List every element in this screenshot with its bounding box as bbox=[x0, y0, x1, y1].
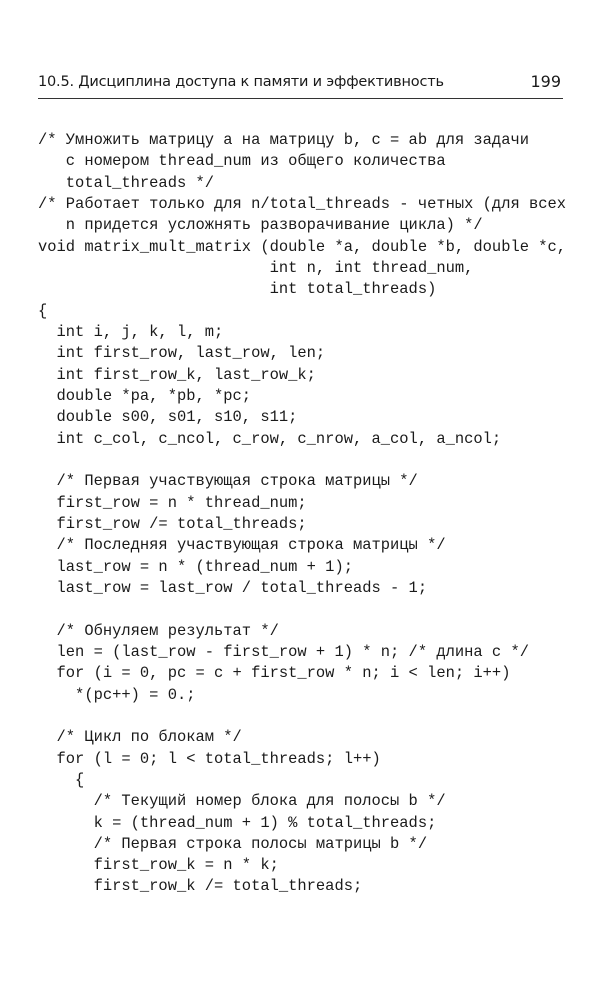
code-line: int i, j, k, l, m; bbox=[38, 322, 224, 341]
code-line: for (i = 0, pc = c + first_row * n; i < len; i++) bbox=[38, 664, 511, 683]
page-number: 199 bbox=[530, 72, 561, 91]
code-line: first_row_k = n * k; bbox=[38, 856, 279, 875]
code-line: void matrix_mult_matrix (double *a, double *b, double *c, bbox=[38, 237, 567, 256]
code-line: /* Умножить матрицу a на матрицу b, c = ab для задачи bbox=[38, 131, 529, 149]
code-line: int n, int thread_num, bbox=[38, 258, 474, 277]
code-line: first_row /= total_threads; bbox=[38, 514, 307, 533]
running-header bbox=[38, 72, 563, 99]
code-line: с номером thread_num из общего количества bbox=[38, 152, 446, 171]
code-line: double s00, s01, s10, s11; bbox=[38, 408, 298, 427]
code-line bbox=[38, 706, 566, 727]
code-line: double *pa, *pb, *pc; bbox=[38, 386, 252, 405]
code-line: /* Первая участвующая строка матрицы */ bbox=[38, 472, 418, 491]
code-line: int first_row_k, last_row_k; bbox=[38, 365, 316, 384]
code-line: { bbox=[38, 301, 48, 320]
code-line bbox=[38, 599, 566, 620]
code-line: first_row = n * thread_num; bbox=[38, 493, 307, 512]
code-line: /* Последняя участвующая строка матрицы */ bbox=[38, 536, 446, 555]
code-line: /* Обнуляем результат */ bbox=[38, 621, 279, 640]
code-line: total_threads */ bbox=[38, 173, 215, 192]
code-line: *(pc++) = 0.; bbox=[38, 685, 196, 704]
code-line: for (l = 0; l < total_threads; l++) bbox=[38, 749, 381, 768]
code-line: last_row = n * (thread_num + 1); bbox=[38, 557, 353, 576]
code-line: { bbox=[38, 770, 85, 789]
code-line: int first_row, last_row, len; bbox=[38, 344, 326, 363]
code-line: len = (last_row - first_row + 1) * n; /* длина c */ bbox=[38, 642, 529, 661]
code-listing bbox=[38, 130, 566, 898]
code-line: int total_threads) bbox=[38, 280, 437, 299]
code-line: k = (thread_num + 1) % total_threads; bbox=[38, 813, 437, 832]
code-line: n придется усложнять разворачивание цикла) */ bbox=[38, 216, 483, 235]
code-line: /* Цикл по блокам */ bbox=[38, 728, 242, 747]
code-line: last_row = last_row / total_threads - 1; bbox=[38, 578, 428, 597]
code-line: /* Работает только для n/total_threads - четных (для всех bbox=[38, 194, 567, 213]
section-title: 10.5. Дисциплина доступа к памяти и эффективность bbox=[38, 74, 444, 90]
code-line bbox=[38, 450, 566, 471]
code-line: first_row_k /= total_threads; bbox=[38, 877, 363, 896]
code-line: /* Текущий номер блока для полосы b */ bbox=[38, 792, 446, 811]
code-line: int c_col, c_ncol, c_row, c_nrow, a_col, a_ncol; bbox=[38, 429, 502, 448]
code-line: /* Первая строка полосы матрицы b */ bbox=[38, 834, 428, 853]
